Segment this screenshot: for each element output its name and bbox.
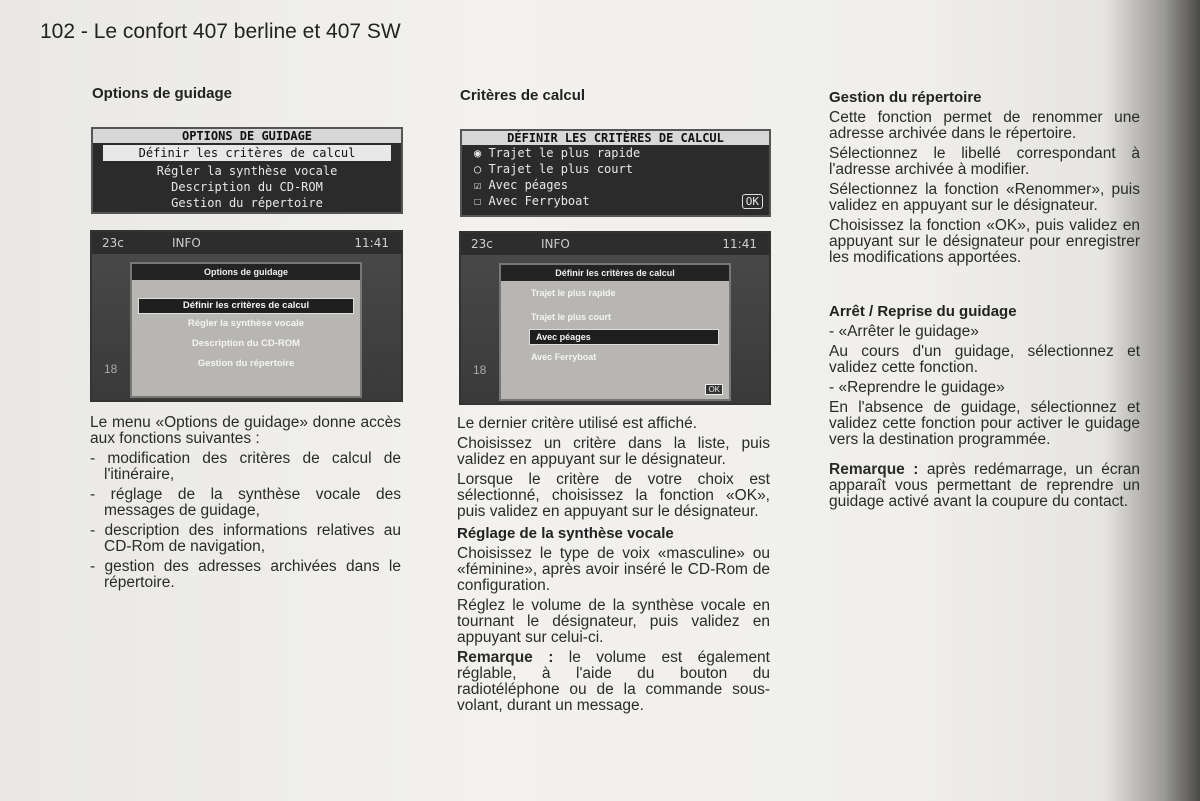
list-item: - description des informations relatives au CD-Rom de navigation,: [90, 522, 401, 555]
screen-topbar: [461, 233, 769, 255]
clock: 11:41: [354, 236, 389, 250]
paragraph: Choisissez la fonction «OK», puis validez en appuyant sur le désignateur pour enregistrer les modifications apportées.: [829, 217, 1140, 266]
col2-body: [457, 416, 770, 718]
photo-criteria-screen: [459, 231, 771, 405]
photo-options-screen: [90, 230, 403, 402]
dialog-line: Gestion du répertoire: [197, 358, 295, 369]
section-title-criteria: Critères de calcul: [460, 87, 586, 104]
lcd-header: DÉFINIR LES CRITÈRES DE CALCUL: [462, 131, 769, 145]
clock: 11:41: [722, 237, 757, 251]
paragraph: Au cours d'un guidage, sélectionnez et validez cette fonction.: [829, 343, 1140, 376]
list-item: - réglage de la synthèse vocale des messages de guidage,: [90, 486, 401, 519]
dialog-option: Avec Ferryboat: [531, 352, 597, 362]
paragraph: Sélectionnez la fonction «Renommer», puis validez en appuyant sur le désignateur.: [829, 181, 1140, 214]
dialog-line: Régler la synthèse vocale: [187, 318, 305, 329]
lcd-header: OPTIONS DE GUIDAGE: [93, 129, 401, 143]
info-label: INFO: [172, 236, 201, 250]
list-item: - «Arrêter le guidage»: [829, 323, 979, 340]
screen-topbar: [92, 232, 401, 254]
temperature: 23c: [471, 237, 493, 251]
paragraph: Sélectionnez le libellé correspondant à l'adresse archivée à modifier.: [829, 145, 1140, 178]
page-header: 102 - Le confort 407 berline et 407 SW: [40, 20, 401, 43]
subsection-title: Réglage de la synthèse vocale: [457, 525, 674, 542]
paragraph: Réglez le volume de la synthèse vocale en tournant le désignateur, puis validez en appuyant sur celui-ci.: [457, 597, 770, 646]
paragraph: Choisissez le type de voix «masculine» ou «féminine», après avoir inséré le CD-Rom de configuration.: [457, 545, 770, 594]
list-item: - modification des critères de calcul de l'itinéraire,: [90, 450, 401, 483]
dialog-title: Options de guidage: [132, 264, 360, 280]
temperature: 23c: [102, 236, 124, 250]
section-title-directory: Gestion du répertoire: [829, 89, 982, 106]
options-dialog: [130, 262, 362, 398]
side-number: 18: [104, 362, 118, 376]
remark-label: Remarque :: [829, 461, 919, 478]
lcd-option: ☐ Avec Ferryboat: [474, 194, 590, 208]
paragraph: En l'absence de guidage, sélectionnez et validez cette fonction pour activer le guidage vers la destination programmée.: [829, 399, 1140, 448]
info-label: INFO: [541, 237, 570, 251]
ok-button: OK: [705, 384, 723, 395]
remark-text: le volume est également réglable, à l'aide du bouton du radiotéléphone ou de la commande sous-volant, durant un message.: [457, 649, 770, 714]
subsection-title: Arrêt / Reprise du guidage: [829, 303, 1017, 320]
lcd-option: ☑ Avec péages: [474, 178, 568, 192]
paragraph: Le dernier critère utilisé est affiché.: [457, 415, 698, 432]
dialog-option-selected: Avec péages: [529, 329, 719, 345]
remark: [457, 650, 770, 714]
list-item: - gestion des adresses archivées dans le répertoire.: [90, 558, 401, 591]
list-item: - «Reprendre le guidage»: [829, 379, 1005, 396]
lcd-criteria-screen: [460, 129, 771, 217]
remark-label: Remarque :: [457, 649, 554, 666]
criteria-dialog: [499, 263, 731, 401]
side-number: 18: [473, 363, 487, 377]
remark-text: après redémarrage, un écran apparaît vous permettant de reprendre un guidage activé avant la coupure du contact.: [829, 461, 1140, 510]
lcd-line: Régler la synthèse vocale: [156, 164, 338, 178]
remark: [829, 462, 1140, 510]
dialog-line: Définir les critères de calcul: [138, 298, 354, 314]
lcd-line: Définir les critères de calcul: [103, 145, 391, 161]
col1-body: [90, 415, 401, 595]
lcd-line: Gestion du répertoire: [171, 196, 323, 210]
paragraph: Le menu «Options de guidage» donne accès aux fonctions suivantes :: [90, 414, 401, 447]
paragraph: Lorsque le critère de votre choix est sélectionné, choisissez la fonction «OK», puis validez en appuyant sur le désignateur.: [457, 471, 770, 520]
paragraph: Choisissez un critère dans la liste, puis validez en appuyant sur le désignateur.: [457, 435, 770, 468]
paragraph: Cette fonction permet de renommer une adresse archivée dans le répertoire.: [829, 109, 1140, 142]
ok-button: OK: [742, 194, 763, 209]
dialog-line: Description du CD-ROM: [191, 338, 301, 349]
lcd-options-screen: [91, 127, 403, 214]
dialog-option: Trajet le plus rapide: [531, 288, 616, 298]
lcd-option: ○ Trajet le plus court: [474, 162, 633, 176]
col3-body: [829, 90, 1140, 514]
section-title-options: Options de guidage: [92, 85, 233, 102]
lcd-line: Description du CD-ROM: [171, 180, 323, 194]
dialog-option: Trajet le plus court: [531, 312, 612, 322]
dialog-title: Définir les critères de calcul: [501, 265, 729, 281]
lcd-option: ◉ Trajet le plus rapide: [474, 146, 641, 160]
